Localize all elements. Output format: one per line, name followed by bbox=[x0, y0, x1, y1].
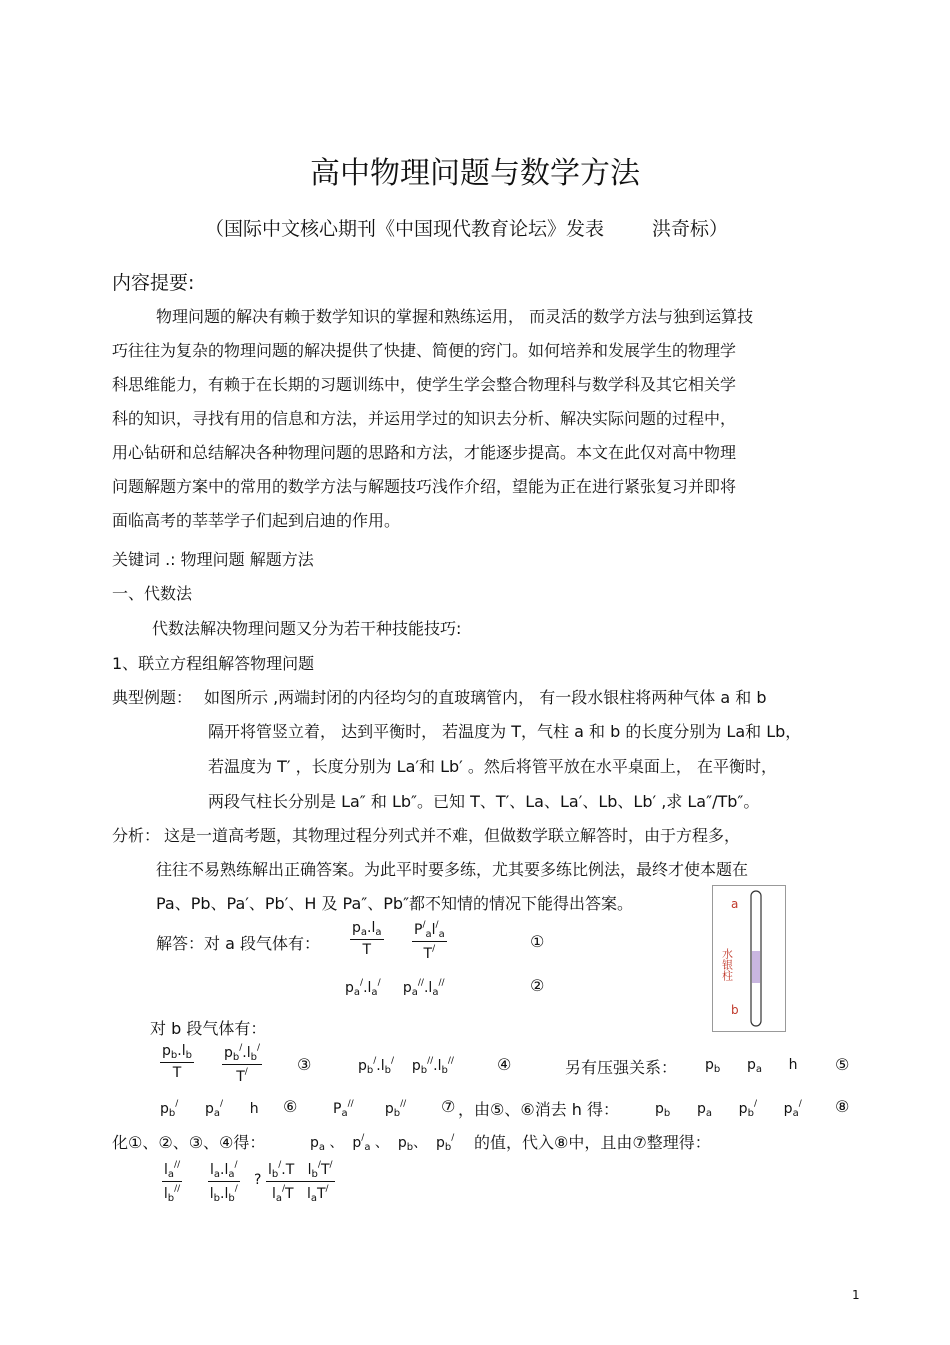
equation-number: ① bbox=[530, 932, 545, 951]
label-mercury: 水银柱 bbox=[720, 948, 734, 981]
fraction: $\frac{l_a.l_a^/}{l_b.l_b^/}$ bbox=[209, 1160, 238, 1204]
equation-number: ② bbox=[530, 976, 545, 995]
fraction: $\frac{p_b^/.l_b^/}{T^/}$ bbox=[224, 1043, 261, 1085]
fraction: $\frac{P^/_al^/_a}{T^/}$ bbox=[414, 920, 445, 962]
equation: $P_a^{//}$ $p_b^{//}$ bbox=[333, 1099, 407, 1119]
example-text: 两段气柱长分别是 La″ 和 Lb″。已知 T、T′、La、La′、Lb、Lb′ ,求 La″/Tb″。 bbox=[208, 792, 760, 811]
simplify-text: 化①、②、③、④得： bbox=[112, 1133, 266, 1152]
example-text: 如图所示 ,两端封闭的内径均匀的直玻璃管内， 有一段水银柱将两种气体 a 和 b bbox=[204, 688, 767, 707]
page-number: 1 bbox=[852, 1288, 860, 1302]
subsection-heading: 1、联立方程组解答物理问题 bbox=[112, 654, 315, 673]
equation: $p_b^/$ $p_a^/$ h bbox=[160, 1099, 259, 1119]
section-heading: 一、代数法 bbox=[112, 584, 193, 603]
abstract-body bbox=[112, 300, 872, 538]
equation: $p_b$ $p_a$ $p_b^/$ $p_a^/$ bbox=[655, 1099, 802, 1119]
subtitle bbox=[205, 214, 728, 241]
eliminate-text: ，由⑤、⑥消去 h 得： bbox=[458, 1100, 620, 1119]
equation-number: ⑥ bbox=[283, 1097, 298, 1116]
tube-diagram bbox=[713, 886, 785, 1031]
label-a: a bbox=[731, 897, 739, 911]
analysis-text: Pa、Pb、Pa′、Pb′、H 及 Pa″、Pb″都不知情的情况下能得出答案。 bbox=[156, 894, 634, 913]
tube-figure bbox=[712, 885, 786, 1032]
equation-number: ⑦ bbox=[441, 1097, 456, 1116]
fraction: $l_b^/.T$ $l_b^/T^/$ $l_a^/T$ $l_aT^/$ bbox=[268, 1160, 333, 1204]
keywords: 关键词 .: 物理问题 解题方法 bbox=[112, 550, 314, 569]
label-b: b bbox=[731, 1003, 739, 1017]
abstract-line: 巧往往为复杂的物理问题的解决提供了快捷、简便的窍门。如何培养和发展学生的物理学 bbox=[112, 341, 737, 360]
abstract-line: 面临高考的莘莘学子们起到启迪的作用。 bbox=[112, 511, 401, 530]
answer-label: 解答：对 a 段气体有： bbox=[156, 934, 320, 953]
equation-number: ③ bbox=[297, 1055, 312, 1074]
analysis-label: 分析： bbox=[112, 826, 161, 845]
abstract-heading: 内容提要: bbox=[112, 272, 195, 294]
section-intro: 代数法解决物理问题又分为若干种技能技巧: bbox=[152, 619, 462, 638]
b-gas-label: 对 b 段气体有： bbox=[150, 1019, 267, 1038]
equation: $p_b^/.l_b^/$ $p_b^{//}.l_b^{//}$ bbox=[358, 1056, 454, 1076]
example-label: 典型例题： bbox=[112, 688, 193, 707]
fraction: $\frac{l_a^{//}}{l_b^{//}}$ bbox=[163, 1160, 181, 1204]
author: 洪奇标） bbox=[652, 218, 729, 240]
equation-number: ⑤ bbox=[835, 1055, 850, 1074]
example-text: 若温度为 T′ ，长度分别为 La′和 Lb′ 。然后将管平放在水平桌面上， 在平衡时， bbox=[208, 757, 777, 776]
analysis-text: 往往不易熟练解出正确答案。为此平时要多练，尤其要多练比例法，最终才使本题在 bbox=[156, 860, 749, 879]
abstract-line: 用心钻研和总结解决各种物理问题的思路和方法，才能逐步提高。本文在此仅对高中物理 bbox=[112, 443, 737, 462]
abstract-line: 问题解题方案中的常用的数学方法与解题技巧浅作介绍，望能为正在进行紧张复习并即将 bbox=[112, 477, 737, 496]
fraction: $\frac{p_a.l_a}{T}$ bbox=[352, 920, 382, 958]
equation: $p_a$ 、 $p^/_a$ 、 $p_b$、 $p_b^/$ bbox=[310, 1133, 455, 1153]
fraction: $\frac{p_b.l_b}{T}$ bbox=[162, 1043, 192, 1081]
abstract-line: 物理问题的解决有赖于数学知识的掌握和熟练运用， 而灵活的数学方法与独到运算技 bbox=[156, 307, 754, 326]
simplify-tail: 的值，代入⑧中，且由⑦整理得： bbox=[474, 1133, 711, 1152]
equation: $p_a^/.l_a^/$ $p_a^{//}.l_a^{//}$ bbox=[345, 978, 445, 998]
equals-sign: ? bbox=[254, 1172, 262, 1188]
pressure-label: 另有压强关系： bbox=[565, 1058, 678, 1077]
example-text: 隔开将管竖立着， 达到平衡时， 若温度为 T，气柱 a 和 b 的长度分别为 La和 Lb， bbox=[208, 722, 802, 741]
publication-note: （国际中文核心期刊《中国现代教育论坛》发表 bbox=[205, 218, 605, 240]
analysis-text: 这是一道高考题，其物理过程分列式并不难，但做数学联立解答时，由于方程多， bbox=[164, 826, 741, 845]
abstract-line: 科的知识，寻找有用的信息和方法，并运用学过的知识去分析、解决实际问题的过程中， bbox=[112, 409, 737, 428]
abstract-line: 科思维能力，有赖于在长期的习题训练中，使学生学会整合物理科与数学科及其它相关学 bbox=[112, 375, 737, 394]
equation-number: ⑧ bbox=[835, 1097, 850, 1116]
equation-number: ④ bbox=[497, 1055, 512, 1074]
equation: $p_b$ $p_a$ h bbox=[705, 1057, 798, 1075]
page-title: 高中物理问题与数学方法 bbox=[310, 156, 640, 191]
